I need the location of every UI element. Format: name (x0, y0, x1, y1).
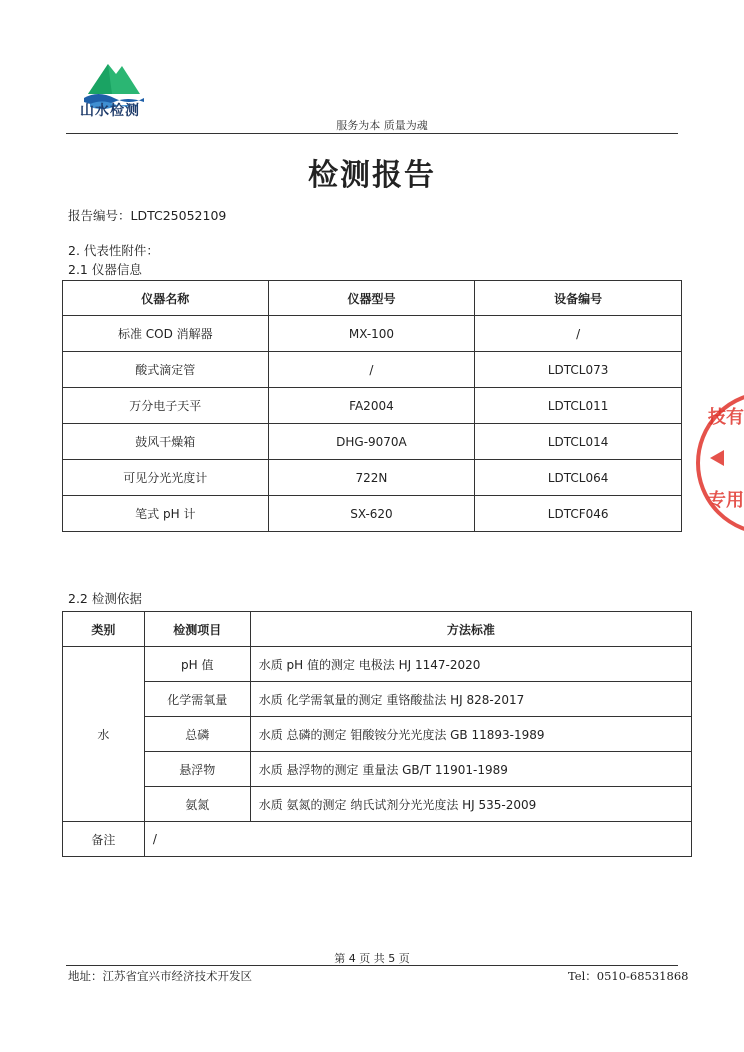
instrument-name: 鼓风干燥箱 (63, 424, 269, 460)
instrument-model: FA2004 (268, 388, 475, 424)
footer-telephone: Tel：0510-68531868 (568, 969, 689, 983)
table-row (63, 752, 692, 787)
header-divider (66, 133, 678, 134)
table-row (63, 822, 692, 857)
table-row (63, 388, 682, 424)
footer-address: 地址：江苏省宜兴市经济技术开发区 (68, 969, 252, 983)
equipment-number: / (475, 316, 682, 352)
table-row (63, 682, 692, 717)
table-header-row (63, 281, 682, 316)
company-name: 山水检测 (80, 103, 140, 119)
method-standard: 水质 氨氮的测定 纳氏试剂分光光度法 HJ 535-2009 (250, 787, 691, 822)
instrument-model: MX-100 (268, 316, 475, 352)
header-category: 类别 (63, 612, 145, 647)
test-item: 总磷 (144, 717, 250, 752)
instrument-name: 标准 COD 消解器 (63, 316, 269, 352)
header-method-standard: 方法标准 (250, 612, 691, 647)
header-instrument-name: 仪器名称 (63, 281, 269, 316)
test-item: 氨氮 (144, 787, 250, 822)
method-standard: 水质 pH 值的测定 电极法 HJ 1147-2020 (250, 647, 691, 682)
table-row (63, 647, 692, 682)
section-2-2-title: 2.2 检测依据 (68, 591, 142, 606)
header-slogan: 服务为本 质量为魂 (336, 119, 428, 132)
svg-text:专用: 专用 (708, 490, 744, 511)
test-basis-table (62, 611, 692, 857)
table-row (63, 787, 692, 822)
page-title: 检测报告 (308, 158, 436, 193)
section-2-title: 2. 代表性附件： (68, 243, 159, 258)
table-row (63, 352, 682, 388)
header-instrument-model: 仪器型号 (268, 281, 475, 316)
instrument-model: DHG-9070A (268, 424, 475, 460)
equipment-number: LDTCL014 (475, 424, 682, 460)
instrument-model: SX-620 (268, 496, 475, 532)
note-value: / (144, 822, 691, 857)
page-number: 第 4 页 共 5 页 (334, 952, 410, 965)
table-row (63, 316, 682, 352)
table-row (63, 460, 682, 496)
method-standard: 水质 化学需氧量的测定 重铬酸盐法 HJ 828-2017 (250, 682, 691, 717)
svg-text:技有: 技有 (708, 407, 744, 428)
instrument-model: / (268, 352, 475, 388)
instrument-model: 722N (268, 460, 475, 496)
equipment-number: LDTCL064 (475, 460, 682, 496)
table-row (63, 496, 682, 532)
table-row (63, 424, 682, 460)
method-standard: 水质 总磷的测定 钼酸铵分光光度法 GB 11893-1989 (250, 717, 691, 752)
test-item: pH 值 (144, 647, 250, 682)
report-number: 报告编号：LDTC25052109 (68, 208, 227, 223)
test-item: 悬浮物 (144, 752, 250, 787)
equipment-number: LDTCF046 (475, 496, 682, 532)
section-2-1-title: 2.1 仪器信息 (68, 262, 142, 277)
equipment-number: LDTCL073 (475, 352, 682, 388)
test-item: 化学需氧量 (144, 682, 250, 717)
instrument-name: 笔式 pH 计 (63, 496, 269, 532)
footer-divider (66, 965, 678, 966)
instrument-table (62, 280, 682, 532)
instrument-name: 酸式滴定管 (63, 352, 269, 388)
equipment-number: LDTCL011 (475, 388, 682, 424)
seal-stamp-icon (690, 388, 744, 538)
instrument-name: 可见分光光度计 (63, 460, 269, 496)
method-standard: 水质 悬浮物的测定 重量法 GB/T 11901-1989 (250, 752, 691, 787)
table-row (63, 717, 692, 752)
table-header-row (63, 612, 692, 647)
note-label: 备注 (63, 822, 145, 857)
header-test-item: 检测项目 (144, 612, 250, 647)
category-cell: 水 (63, 647, 145, 822)
header-equipment-number: 设备编号 (475, 281, 682, 316)
instrument-name: 万分电子天平 (63, 388, 269, 424)
